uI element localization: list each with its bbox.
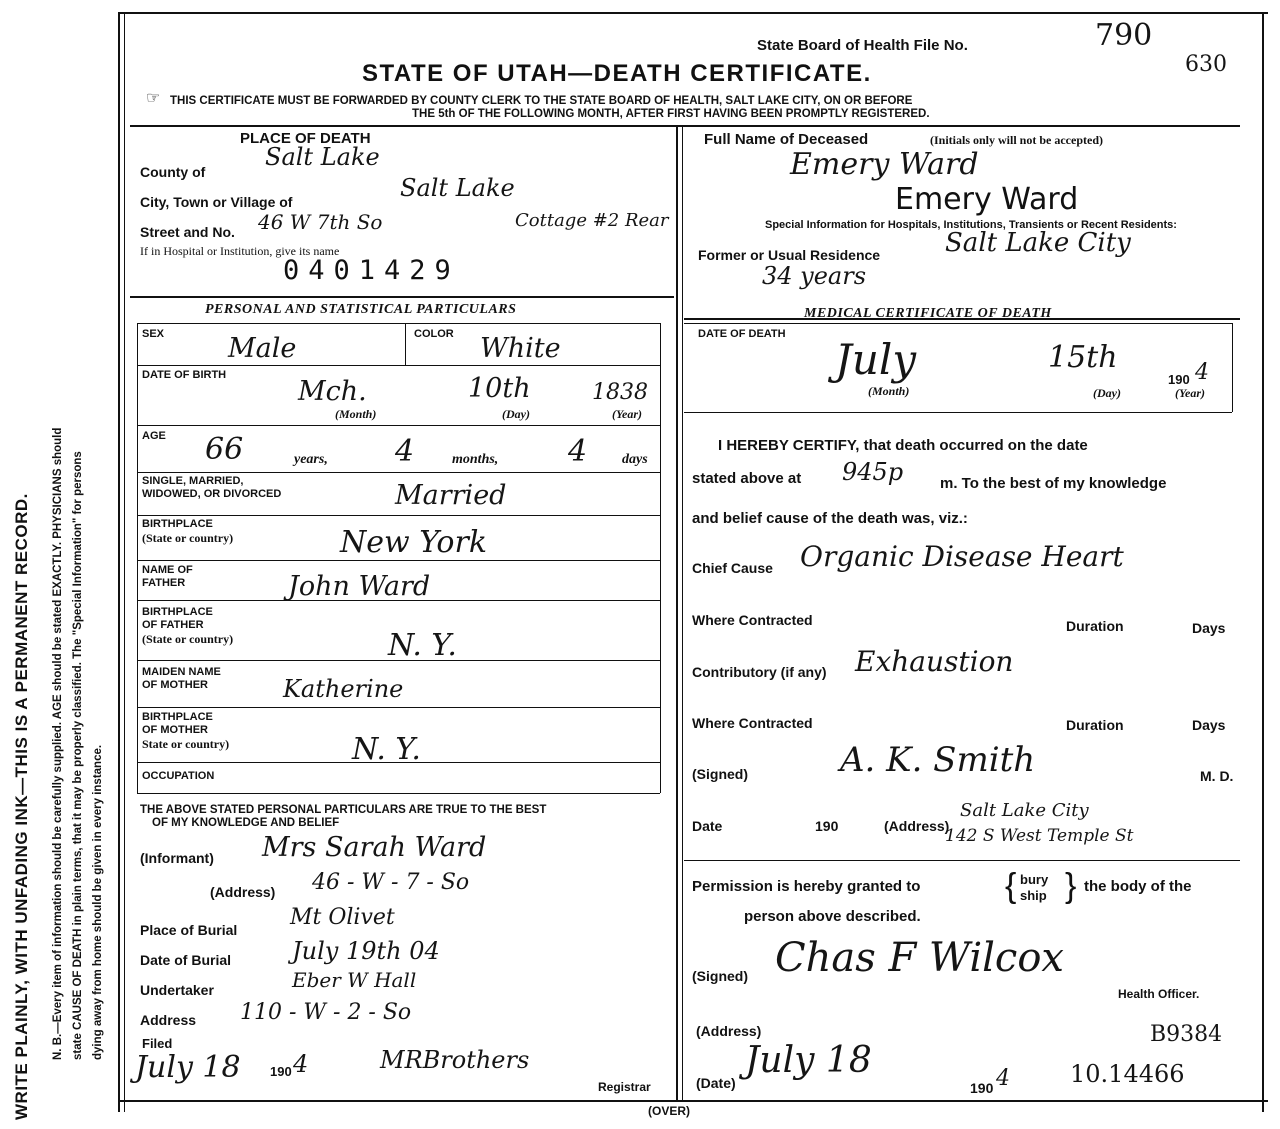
personal-heading: PERSONAL AND STATISTICAL PARTICULARS	[205, 302, 517, 317]
burial-place: Mt Olivet	[290, 905, 395, 930]
deceased-name-label: Full Name of Deceased	[704, 131, 869, 148]
undertaker-address: 110 - W - 2 - So	[240, 1000, 412, 1025]
permit-date-label: (Date)	[696, 1075, 736, 1091]
permit-year: 4	[996, 1066, 1010, 1091]
pointing-hand-icon: ☞	[146, 90, 161, 107]
left-section-rule	[130, 296, 674, 298]
certificate-title: STATE OF UTAH—DEATH CERTIFICATE.	[362, 60, 872, 87]
certify-line-2a: stated above at	[692, 470, 802, 487]
birthplace-value: New York	[340, 525, 487, 560]
hospital-label: If in Hospital or Institution, give its name	[140, 244, 340, 258]
permit-number-1: B9384	[1150, 1022, 1223, 1047]
physician-signed-label: (Signed)	[692, 766, 748, 782]
dod-year-caption: (Year)	[1175, 386, 1205, 400]
filed-date: July 18	[135, 1050, 241, 1085]
right-border	[1262, 12, 1264, 1112]
dob-label: DATE OF BIRTH	[142, 369, 227, 381]
file-number: 790	[1095, 18, 1153, 53]
registrar-signature: MRBrothers	[380, 1046, 530, 1074]
place-heading: PLACE OF DEATH	[240, 130, 371, 147]
physician-date-label: Date	[692, 818, 723, 834]
father-birthplace: N. Y.	[388, 628, 457, 663]
attest-line-2: OF MY KNOWLEDGE AND BELIEF	[152, 817, 340, 829]
permit-text-2: the body of the	[1084, 878, 1192, 895]
file-number-2: 630	[1185, 52, 1227, 77]
officer-signed-label: (Signed)	[692, 968, 748, 984]
father-birthplace-label-1: BIRTHPLACE	[142, 606, 213, 618]
permit-text-3: person above described.	[744, 908, 921, 925]
dod-year: 4	[1195, 360, 1209, 385]
burial-place-label: Place of Burial	[140, 922, 238, 938]
duration-label-1: Duration	[1066, 618, 1124, 634]
where-contracted-label-1: Where Contracted	[692, 612, 813, 628]
burial-date-label: Date of Burial	[140, 952, 232, 968]
instruction-line-1: THIS CERTIFICATE MUST BE FORWARDED BY COUNTY CLERK TO THE STATE BOARD OF HEALTH, SALT LAKE CITY, ON OR BEFORE	[170, 95, 913, 107]
md-label: M. D.	[1200, 768, 1234, 784]
grid-col-2	[660, 323, 661, 793]
center-divider	[676, 125, 678, 1100]
chief-cause: Organic Disease Heart	[800, 540, 1124, 573]
dod-day-caption: (Day)	[1093, 386, 1121, 400]
mother-birthplace-label-1: BIRTHPLACE	[142, 711, 213, 723]
marital-label-2: WIDOWED, OR DIVORCED	[142, 488, 282, 500]
side-note-3: dying away from home should be given in every instance.	[92, 744, 104, 1060]
left-border-inner	[124, 12, 125, 1112]
informant-address-label: (Address)	[210, 884, 276, 900]
bottom-rule	[118, 1100, 1268, 1102]
grid-col-sex-color	[405, 323, 406, 365]
occupation-label: OCCUPATION	[142, 770, 215, 782]
cottage-value: Cottage #2 Rear	[515, 210, 669, 231]
registrar-label: Registrar	[598, 1080, 651, 1094]
permit-text-1: Permission is hereby granted to	[692, 878, 921, 895]
burial-date: July 19th 04	[292, 937, 440, 965]
street-value: 46 W 7th So	[258, 210, 383, 234]
special-info-label: Special Information for Hospitals, Institutions, Transients or Recent Residents:	[765, 219, 1177, 231]
top-rule	[118, 12, 1268, 14]
dod-month: July	[835, 335, 917, 384]
father-birthplace-label-2: OF FATHER	[142, 619, 204, 631]
color-label: COLOR	[414, 328, 454, 340]
time-of-death: 945p	[842, 458, 904, 486]
physician-date-prefix: 190	[815, 818, 839, 834]
days-label-1: Days	[1192, 620, 1226, 636]
residence-label: Former or Usual Residence	[698, 247, 881, 263]
mother-birthplace: N. Y.	[352, 732, 421, 767]
physician-address-label: (Address)	[884, 818, 950, 834]
age-years-caption: years,	[294, 452, 328, 467]
days-label-2: Days	[1192, 717, 1226, 733]
physician-signature: A. K. Smith	[840, 740, 1036, 780]
attest-line-1: THE ABOVE STATED PERSONAL PARTICULARS ARE TRUE TO THE BEST	[140, 804, 547, 816]
medical-heading: MEDICAL CERTIFICATE OF DEATH	[804, 306, 1052, 321]
street-label: Street and No.	[140, 224, 235, 240]
grid-col-1	[137, 323, 138, 793]
county-value: Salt Lake	[265, 143, 380, 171]
city-value: Salt Lake	[400, 174, 515, 202]
filed-label: Filed	[142, 1036, 173, 1051]
age-days-caption: days	[622, 452, 648, 467]
dob-month: Mch.	[298, 376, 367, 407]
county-label: County of	[140, 164, 206, 180]
father-name: John Ward	[288, 571, 431, 602]
permit-year-prefix: 190	[970, 1080, 994, 1096]
side-note-main: WRITE PLAINLY, WITH UNFADING INK—THIS IS A PERMANENT RECORD.	[12, 493, 31, 1120]
residence-value: Salt Lake City	[945, 228, 1131, 258]
certify-line-2b: m. To the best of my knowledge	[940, 475, 1167, 492]
dob-day: 10th	[468, 373, 531, 404]
left-border	[118, 12, 120, 1112]
bury-ship-brace-close: }	[1065, 867, 1077, 905]
certify-line-1: I HEREBY CERTIFY, that death occurred on the date	[718, 437, 1088, 454]
certify-line-3: and belief cause of the death was, viz.:	[692, 510, 968, 527]
header-rule	[130, 125, 1240, 127]
informant-label: (Informant)	[140, 850, 214, 866]
filed-year-prefix: 190	[270, 1064, 292, 1079]
father-birthplace-caption: (State or country)	[142, 632, 234, 646]
grid-row-1	[137, 323, 660, 324]
side-note-2: state CAUSE OF DEATH in plain terms, that it may be properly classified. The "Special Information" for persons	[72, 451, 84, 1060]
age-days: 4	[568, 434, 588, 469]
instruction-line-2: THE 5th OF THE FOLLOWING MONTH, AFTER FIRST HAVING BEEN PROMPTLY REGISTERED.	[412, 108, 930, 120]
dob-year: 1838	[592, 380, 648, 405]
birthplace-caption: (State or country)	[142, 531, 234, 545]
informant-name: Mrs Sarah Ward	[262, 832, 487, 863]
bury-ship-brace: {	[1005, 867, 1017, 905]
center-divider-inner	[682, 125, 683, 1100]
side-note-1: N. B.—Every item of information should be carefully supplied. AGE should be stated EXACTLY. PHYSICIANS should	[52, 427, 64, 1060]
permit-bury: bury	[1020, 872, 1049, 887]
where-contracted-label-2: Where Contracted	[692, 715, 813, 731]
health-officer-label: Health Officer.	[1118, 987, 1200, 1001]
grid-row-6	[137, 560, 660, 561]
deceased-name: Emery Ward	[790, 147, 979, 182]
contributory-label: Contributory (if any)	[692, 664, 827, 680]
dod-year-prefix: 190	[1168, 372, 1190, 387]
mother-name: Katherine	[283, 675, 404, 703]
grid-row-3	[137, 425, 660, 426]
dod-day: 15th	[1048, 340, 1118, 375]
grid-row-9	[137, 707, 660, 708]
undertaker-address-label: Address	[140, 1012, 197, 1028]
mother-birthplace-label-3: State or country)	[142, 737, 230, 751]
health-officer-signature: Chas F Wilcox	[775, 935, 1064, 981]
permit-date: July 18	[745, 1040, 872, 1081]
chief-cause-label: Chief Cause	[692, 560, 773, 576]
grid-row-11	[137, 793, 660, 794]
city-label: City, Town or Village of	[140, 194, 293, 210]
undertaker-label: Undertaker	[140, 982, 214, 998]
deceased-name-print: Emery Ward	[895, 182, 1079, 217]
mother-birthplace-label-2: OF MOTHER	[142, 724, 208, 736]
sex-label: SEX	[142, 328, 165, 340]
permit-address-label: (Address)	[696, 1023, 762, 1039]
physician-address-2: 142 S West Temple St	[945, 826, 1134, 846]
age-months-caption: months,	[452, 452, 499, 467]
dob-day-caption: (Day)	[502, 407, 530, 421]
file-number-label: State Board of Health File No.	[757, 37, 968, 54]
age-months: 4	[395, 434, 415, 469]
mother-label-2: OF MOTHER	[142, 679, 208, 691]
duration-label-2: Duration	[1066, 717, 1124, 733]
father-label-1: NAME OF	[142, 564, 193, 576]
grid-row-2	[137, 365, 660, 366]
date-of-death-box-top	[684, 323, 1232, 324]
date-of-death-box-right	[1232, 323, 1233, 412]
dod-month-caption: (Month)	[868, 384, 910, 398]
birthplace-label: BIRTHPLACE	[142, 518, 213, 530]
sex-value: Male	[228, 333, 297, 364]
dob-year-caption: (Year)	[612, 407, 642, 421]
stamp-number: 0401429	[283, 255, 460, 286]
dod-label: DATE OF DEATH	[698, 328, 786, 340]
marital-label-1: SINGLE, MARRIED,	[142, 475, 244, 487]
permit-rule	[684, 860, 1240, 861]
marital-value: Married	[395, 480, 507, 511]
over-label: (OVER)	[648, 1104, 690, 1118]
father-label-2: FATHER	[142, 577, 186, 589]
filed-year: 4	[293, 1050, 309, 1078]
grid-row-5	[137, 515, 660, 516]
dob-month-caption: (Month)	[335, 407, 377, 421]
mother-label-1: MAIDEN NAME	[142, 666, 221, 678]
physician-address-1: Salt Lake City	[960, 800, 1089, 821]
color-value: White	[480, 333, 561, 364]
contributory-cause: Exhaustion	[855, 645, 1014, 678]
date-of-death-box-bottom	[684, 412, 1232, 413]
deceased-name-note: (Initials only will not be accepted)	[930, 133, 1103, 147]
informant-address: 46 - W - 7 - So	[312, 870, 470, 895]
age-label: AGE	[142, 430, 166, 442]
residence-time: 34 years	[762, 262, 867, 290]
permit-number-2: 10.14466	[1070, 1060, 1185, 1088]
permit-ship: ship	[1020, 888, 1047, 903]
age-years: 66	[205, 432, 244, 467]
undertaker-name: Eber W Hall	[292, 968, 417, 992]
grid-row-4	[137, 472, 660, 473]
